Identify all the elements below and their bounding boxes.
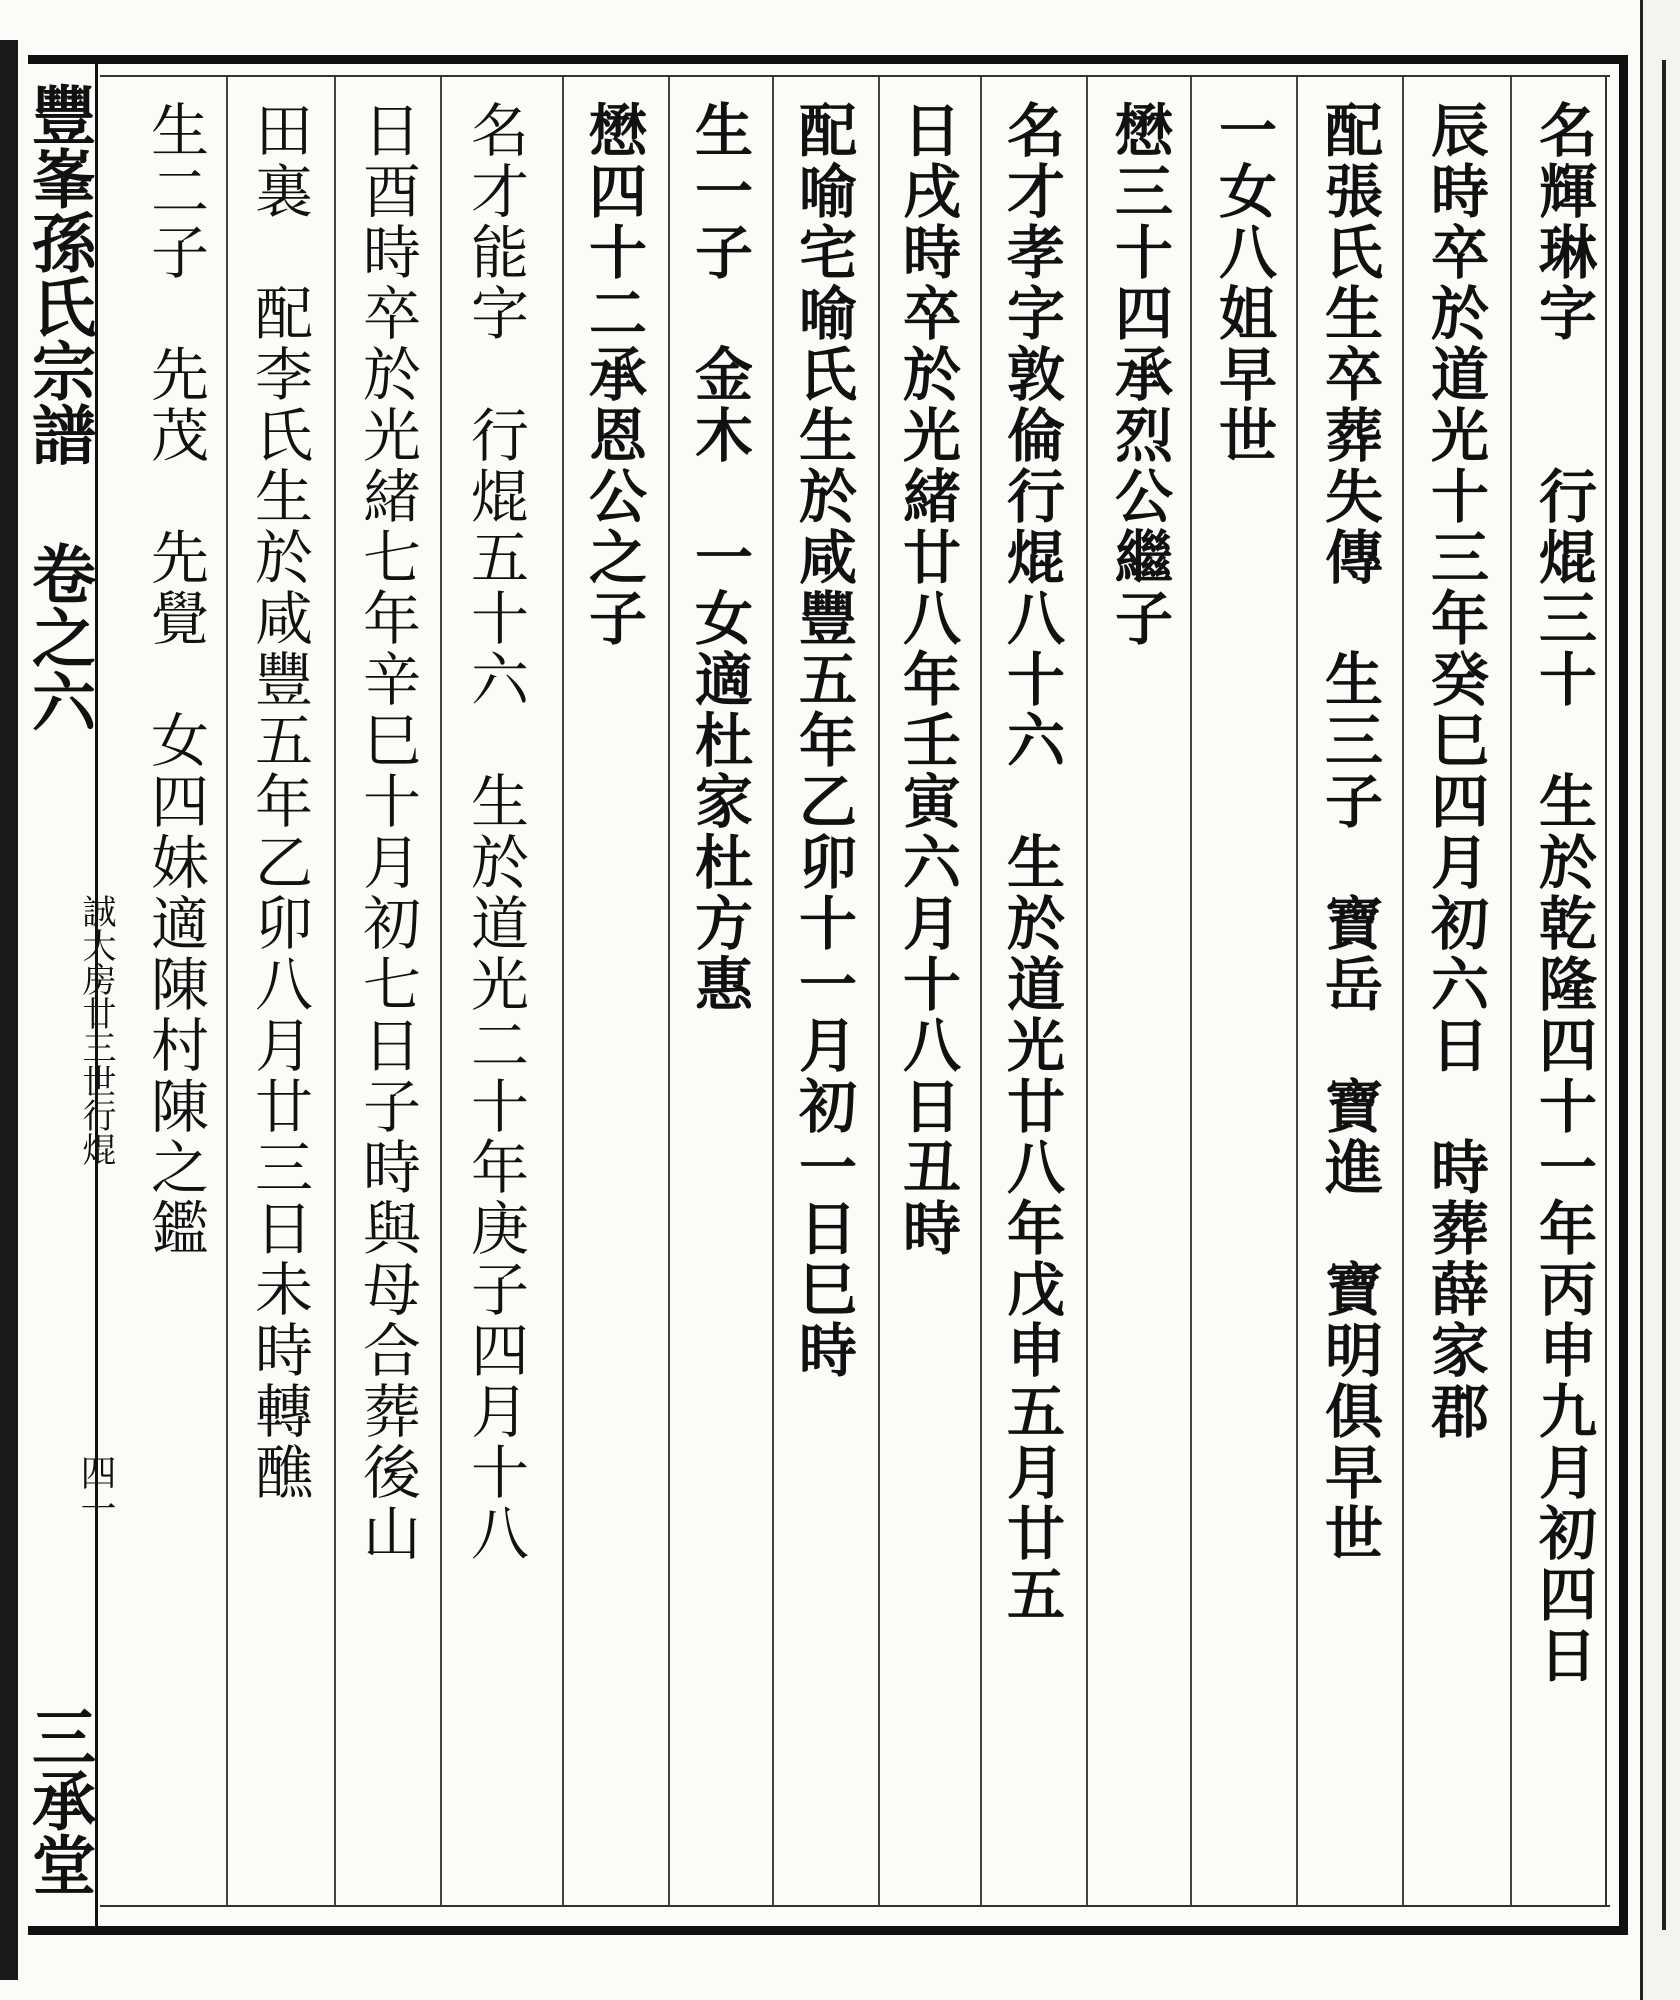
column-rule — [226, 77, 228, 1905]
text-column: 生二子 先茂 先覺 女四妹適陳村陳之鑑 — [141, 100, 209, 1259]
text-column: 一女八姐早世 — [1209, 100, 1277, 466]
column-rule — [334, 77, 336, 1905]
text-column: 田裏 配李氏生於咸豐五年乙卯八月廿三日未時轉醮 — [245, 100, 313, 1503]
hall-name: 三承堂 — [21, 1704, 96, 1896]
book-margin-column — [20, 64, 116, 1926]
frame-inner-bottom-rule — [100, 1905, 1610, 1907]
branch-label: 誠大房廿三世行焜 — [76, 894, 116, 1166]
text-column: 名才能字 行焜五十六 生於道光二十年庚子四月十八 — [461, 100, 529, 1564]
page-number: 四一 — [75, 1454, 116, 1526]
text-column: 辰時卒於道光十三年癸巳四月初六日 時葬薛家郡 — [1421, 100, 1489, 1442]
text-column: 日酉時卒於光緒七年辛巳十月初七日子時與母合葬後山 — [353, 100, 421, 1564]
next-leaf-edge — [1640, 0, 1680, 2000]
column-rule — [1296, 77, 1298, 1905]
text-column: 配喻宅喻氏生於咸豐五年乙卯十一月初一日巳時 — [789, 100, 857, 1381]
column-rule — [878, 77, 880, 1905]
frame-inner-top-rule — [100, 75, 1610, 77]
book-title: 豐峯孫氏宗譜 卷之六 — [21, 82, 96, 733]
text-column: 日戌時卒於光緒廿八年壬寅六月十八日丑時 — [893, 100, 961, 1259]
left-page-edge — [0, 40, 18, 1980]
next-leaf-rule — [1662, 60, 1666, 1930]
column-rule — [980, 77, 982, 1905]
text-column: 名輝琳字 行焜三十 生於乾隆四十一年丙申九月初四日 — [1529, 100, 1597, 1686]
column-rule — [1510, 77, 1512, 1905]
text-column: 名才孝字敦倫行焜八十六 生於道光廿八年戊申五月廿五 — [997, 100, 1065, 1625]
column-rule — [772, 77, 774, 1905]
column-rule — [440, 77, 442, 1905]
column-rule — [668, 77, 670, 1905]
column-rule — [1402, 77, 1404, 1905]
text-column: 懋三十四承烈公繼子 — [1105, 100, 1173, 649]
column-rule — [562, 77, 564, 1905]
column-rule — [1086, 77, 1088, 1905]
text-column: 懋四十二承恩公之子 — [579, 100, 647, 649]
text-column: 生一子 金木 一女適杜家杜方惠 — [685, 100, 753, 1015]
frame-inner-right-rule — [1605, 75, 1607, 1905]
text-column: 配張氏生卒葬失傳 生三子 寶岳 寶進 寶明俱早世 — [1315, 100, 1383, 1564]
column-rule — [1190, 77, 1192, 1905]
